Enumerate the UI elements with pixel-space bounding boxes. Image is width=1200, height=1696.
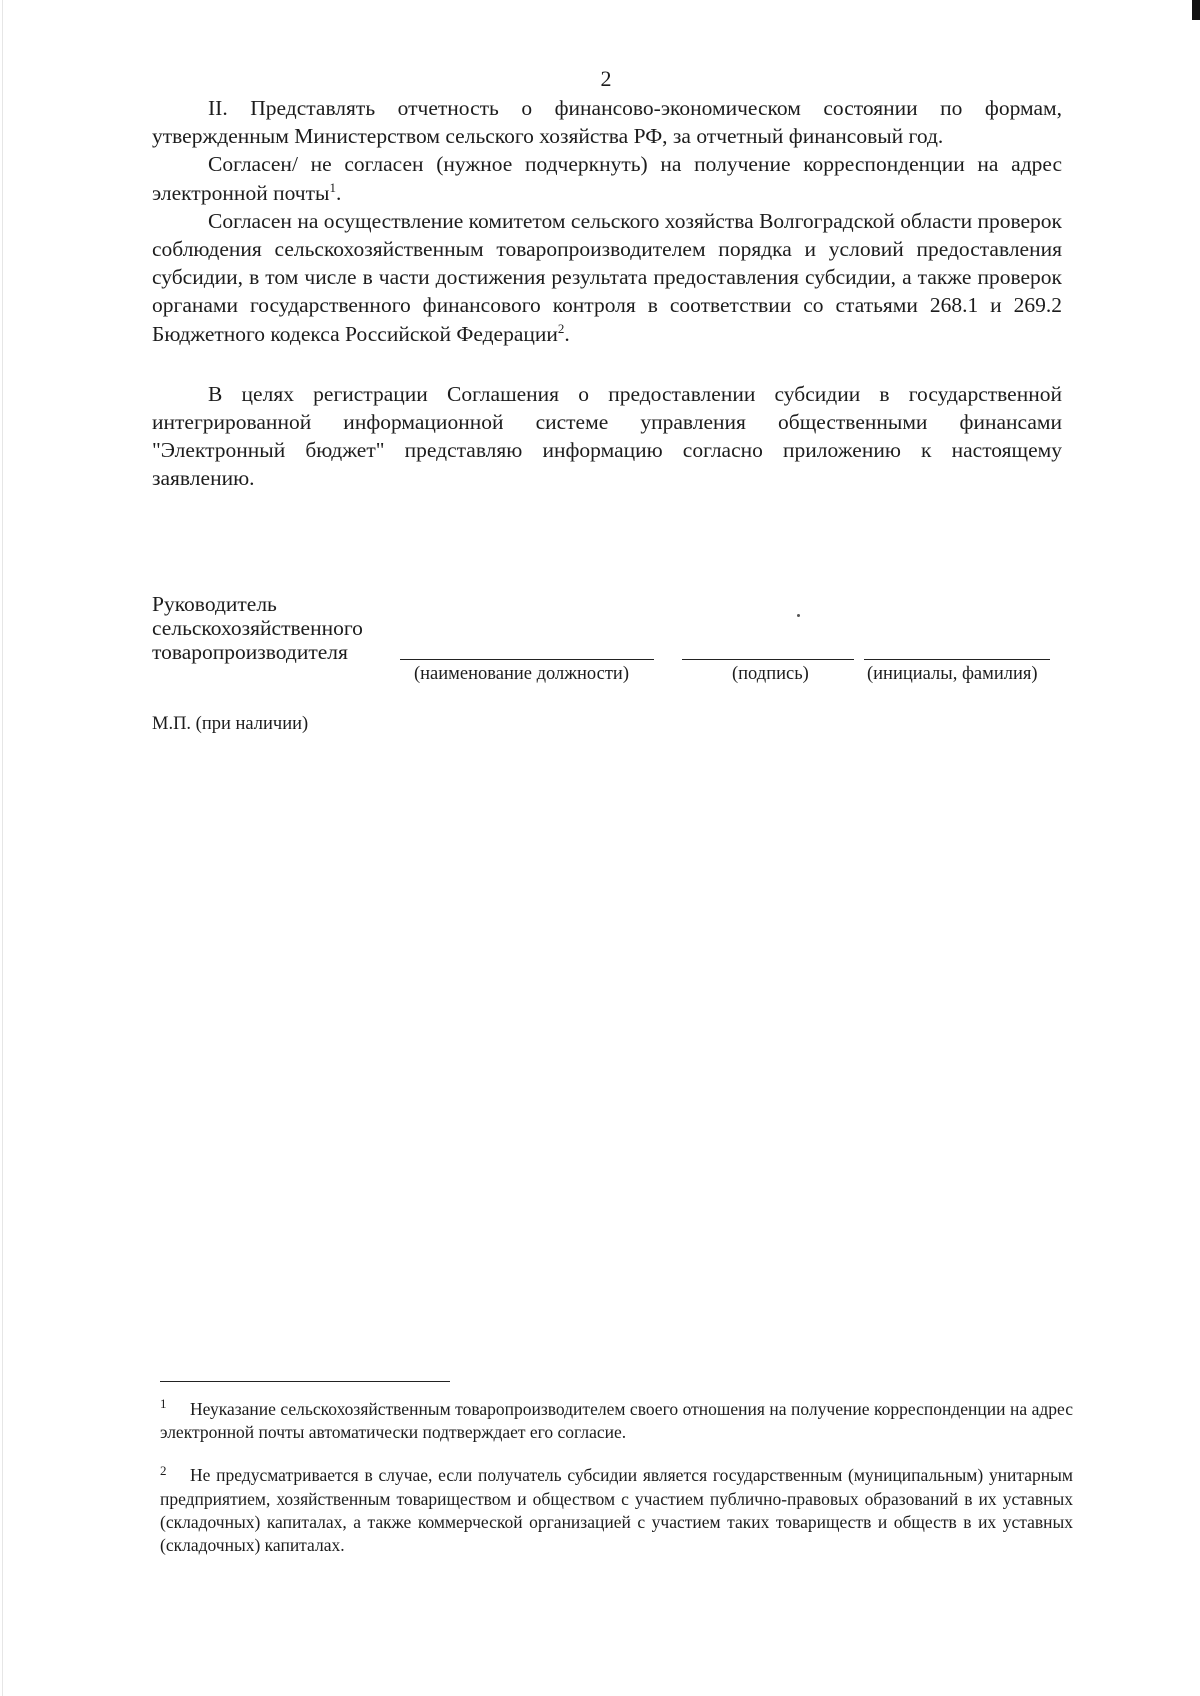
footnote-2-text: Не предусматривается в случае, если получатель субсидии является государственным (муниципальным) унитарным предприятием, хозяйственным товариществом и обществом с участием публично-правовых образований в их уставных (складочных) капиталах, а также коммерческой организацией с участием таких товариществ и обществ в их уставных (складочных) капиталах. [160,1465,1073,1556]
signatory-title-line-3: товаропроизводителя [152,640,348,664]
footnote-ref-1: 1 [329,179,336,195]
name-line [864,659,1050,660]
signature-caption: (подпись) [732,664,809,684]
position-line [400,659,654,660]
paragraph-registration [152,380,1062,493]
paragraph-inspection-consent-text: Согласен на осуществление комитетом сельского хозяйства Волгоградской области проверок соблюдения сельскохозяйственным товаропроизводителем порядка и условий предоставления субсидии, в том числе в части достижения результата предоставления субсидии, а также проверок органами государственного финансового контроля в соответствии со статьями 268.1 и 269.2 Бюджетного кодекса Российской Федерации [152,208,1062,346]
document-body [152,94,1062,493]
page-number: 2 [600,66,612,91]
paragraph-reporting-text: II. Представлять отчетность о финансово-экономическом состоянии по формам, утвержденным Министерством сельского хозяйства РФ, за отчетный финансовый год. [152,96,1062,149]
footnote-1-text: Неуказание сельскохозяйственным товаропроизводителем своего отношения на получение корреспонденции на адрес электронной почты автоматически подтверждает его согласие. [160,1399,1073,1443]
footnotes [160,1398,1073,1557]
paragraph-registration-text: В целях регистрации Соглашения о предоставлении субсидии в государственной интегрированной информационной системе управления общественными финансами "Электронный бюджет" представляю информацию согласно приложению к настоящему заявлению. [152,381,1062,491]
scan-edge-left [2,0,3,1696]
signatory-title [152,592,363,664]
name-caption: (инициалы, фамилия) [867,664,1038,684]
paragraph-email-consent [152,150,1062,206]
position-caption: (наименование должности) [414,664,629,684]
footnote-1: 1 Неуказание сельскохозяйственным товаропроизводителем своего отношения на получение корреспонденции на адрес электронной почты автоматически подтверждает его согласие. [160,1396,1073,1443]
scan-edge-mark [1192,0,1200,20]
signatory-title-line-1: Руководитель [152,592,277,616]
footnote-separator [160,1381,450,1382]
footnote-2: 2 Не предусматривается в случае, если получатель субсидии является государственным (муниципальным) унитарным предприятием, хозяйственным товариществом и обществом с участием публично-правовых образований в их уставных (складочных) капиталах, а также коммерческой организацией с участием таких товариществ и обществ в их уставных (складочных) капиталах. [160,1462,1073,1556]
footnote-ref-2: 2 [557,320,565,336]
scan-speck [797,614,800,617]
signatory-title-line-2: сельскохозяйственного [152,616,363,640]
signature-block [152,592,1062,684]
paragraph-inspection-consent-end: . [564,321,570,346]
paragraph-inspection-consent [152,207,1062,348]
signature-line [682,659,854,660]
paragraph-email-consent-text: Согласен/ не согласен (нужное подчеркнуть) на получение корреспонденции на адрес электронной почты [152,152,1062,205]
paragraph-reporting [152,94,1062,150]
stamp-note: М.П. (при наличии) [152,714,309,734]
paragraph-email-consent-end: . [335,180,342,205]
